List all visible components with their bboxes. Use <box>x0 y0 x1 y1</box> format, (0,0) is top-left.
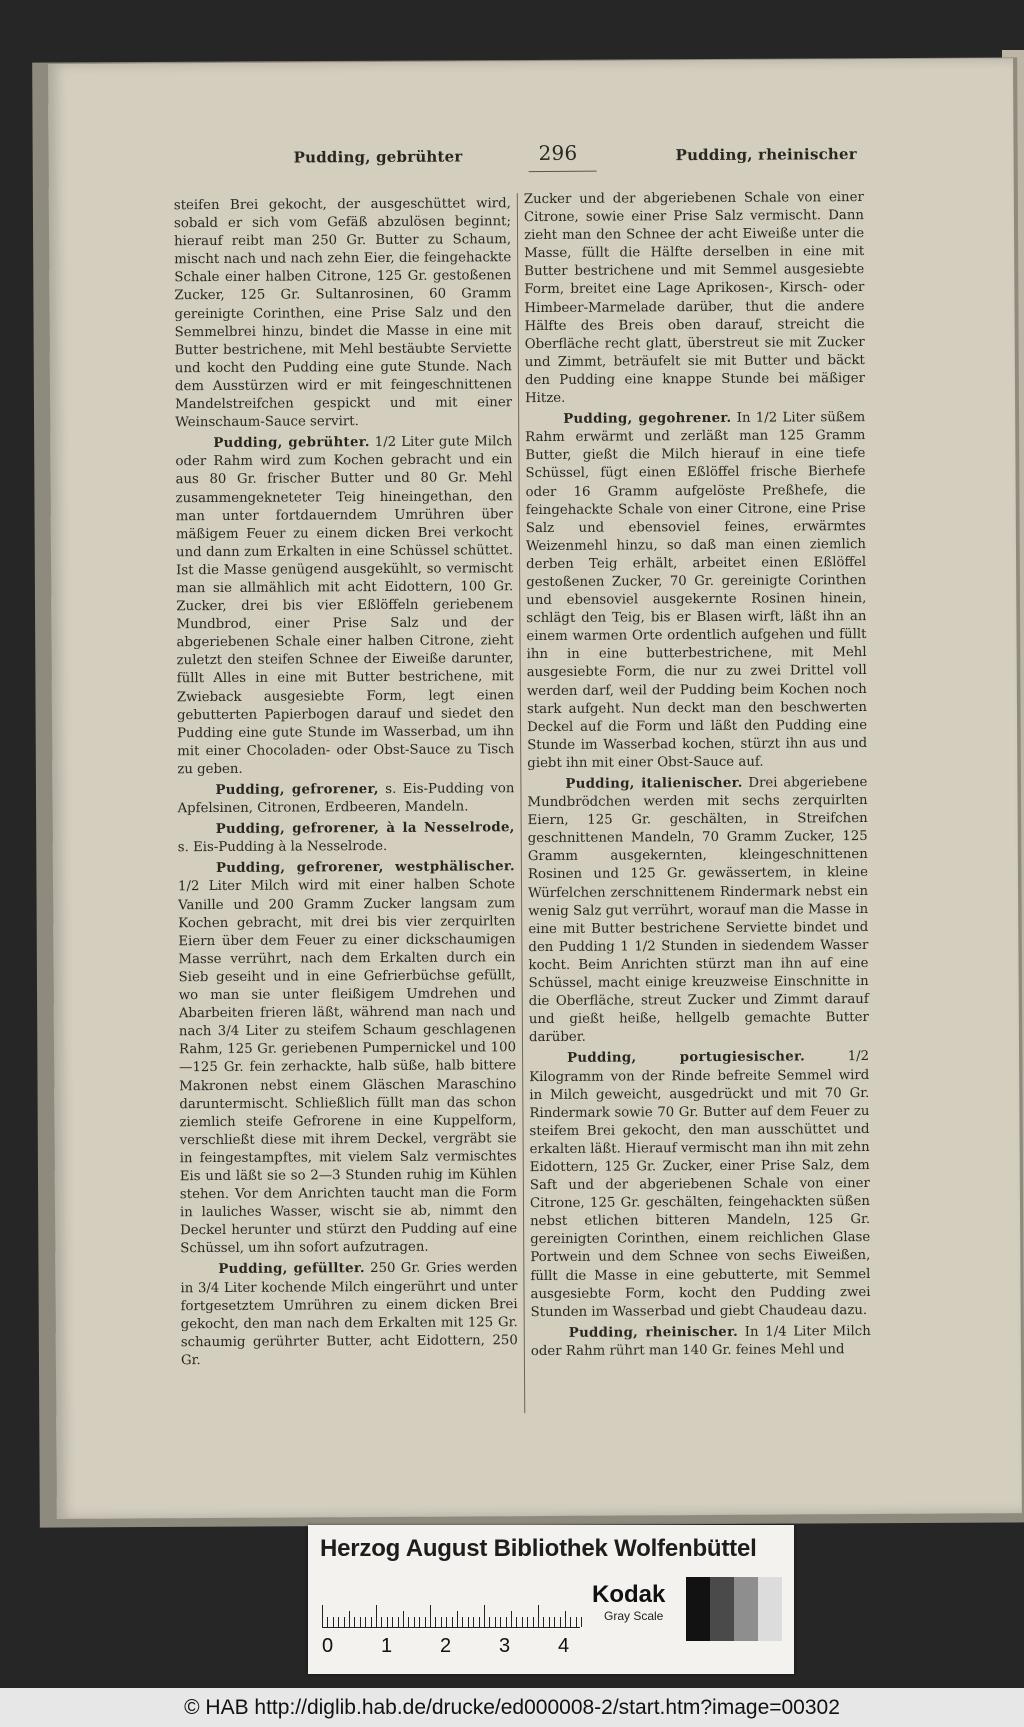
ruler-tick <box>565 1611 566 1627</box>
continued-text <box>174 195 512 432</box>
ruler-tick <box>522 1617 523 1627</box>
ruler-tick <box>533 1617 534 1627</box>
gray-scale-label: Gray Scale <box>604 1609 664 1623</box>
ruler-tick <box>570 1617 571 1627</box>
ruler-tick <box>387 1617 388 1627</box>
ruler-tick <box>462 1617 463 1627</box>
dictionary-entry <box>527 774 869 1047</box>
ruler-tick <box>376 1605 377 1627</box>
entry-text: s. Eis-Pudding von Apfelsinen, Citronen, Erdbeeren, Mandeln. <box>177 781 515 817</box>
ruler-tick <box>408 1617 409 1627</box>
ruler-tick <box>419 1617 420 1627</box>
library-name: Herzog August Bibliothek Wolfenbüttel <box>320 1535 757 1562</box>
ruler-tick <box>511 1611 512 1627</box>
ruler-tick <box>425 1617 426 1627</box>
ruler-tick <box>354 1617 355 1627</box>
ruler-tick <box>349 1611 350 1627</box>
ruler-tick <box>527 1617 528 1627</box>
ruler-number: 0 <box>322 1635 334 1657</box>
ruler-tick <box>473 1617 474 1627</box>
entry-text: steifen Brei gekocht, der ausgeschüttet wird, sobald er sich vom Gefäß abzulösen beginnt; hierauf reibt man 250 Gr. Butter zu Schaum, mischt nach und nach zehn Eier, die feingehackte Schale einer halben Citrone, 125 Gr. gestoßenen Zucker, 125 Gr. Sultanrosinen, 60 Gramm gereinigte Corinthen, eine Prise Salz und den Semmelbrei hinzu, bindet die Masse in eine mit Butter bestrichene, mit Mehl bestäubte Serviette und kocht den Pudding eine gute Stunde. Nach dem Ausstürzen wird er mit feingeschnittenen Mandelstreifchen gespickt und mit einer Weinschaum-Sauce servirt. <box>173 196 513 431</box>
ruler-tick <box>338 1617 339 1627</box>
entry-text: 1/2 Liter gute Milch oder Rahm wird zum Kochen gebracht und ein aus 80 Gr. frischer Butter und 80 Gr. Mehl zusammengekneteter Teig hineingethan, den man unter fortdauerndem Umrühren über mäßigem Feuer zu einem dicken Brei verkocht und dann zum Erkalten in eine Schüssel schüttet. Ist die Masse genügend ausgekühlt, so vermischt man sie allmählich mit acht Eidottern, 100 Gr. Zucker, drei bis vier Eßlöffeln geriebenem Mundbrod, einer Prise Salz und der abgeriebenen Schale einer halben Citrone, zieht zuletzt den steifen Schnee der Eiweiße darunter, füllt Alles in eine mit Butter bestrichene, mit Zwieback ausgesiebte Form, legt einen gebutterten Papierbogen darauf und siedet den Pudding eine gute Stunde im Wasserbad, um ihn mit einer Chocoladen- oder Obst-Sauce zu Tisch zu geben. <box>175 434 515 778</box>
running-header-left: Pudding, gebrühter <box>293 147 463 167</box>
ruler-tick <box>365 1617 366 1627</box>
ruler-tick <box>516 1617 517 1627</box>
entry-text: In 1/2 Liter süßem Rahm erwärmt und zerläßt man 125 Gramm Butter, gießt die Milch hierauf in eine tiefe Schüssel, fügt einen Eßlöffel frische Bierhefe oder 16 Gramm aufgelöste Preßhefe, die feingehackte Schale von einer Citrone, eine Prise Salz und ebensoviel feines, erwärmtes Weizenmehl hinzu, so daß man einen ziemlich derben Teig erhält, arbeitet einen Eßlöffel gestoßenen Zucker, 70 Gr. gereinigte Corinthen und ebensoviel ausgekernte Rosinen hinein, schlägt den Teig, bis er Blasen wirft, läßt ihn an einem warmen Orte ordentlich aufgehen und füllt ihn in eine butterbestrichene, mit Mehl ausgesiebte Form, die nur zu zwei Drittel voll werden darf, weil der Pudding beim Kochen noch stark aufgeht. Nun deckt man den beschwerten Deckel auf die Form und läßt den Pudding eine Stunde im Wasserbad kochen, stürzt ihn aus und giebt ihn mit einer Obst-Sauce auf. <box>525 410 868 771</box>
ruler-tick <box>371 1617 372 1627</box>
ruler-tick <box>446 1617 447 1627</box>
ruler-tick <box>506 1617 507 1627</box>
header-rule <box>529 171 597 172</box>
ruler-tick <box>360 1617 361 1627</box>
dictionary-entry <box>529 1048 871 1321</box>
gray-swatch <box>710 1577 734 1641</box>
entry-text: Zucker und der abgeriebenen Schale von einer Citrone, sowie einer Prise Salz vermischt. Dann zieht man den Schnee der acht Eiweiße unter die Masse, füllt die Hälfte derselben in eine mit Butter bestrichene und mit Semmel ausgesiebte Form, breitet eine Lage Aprikosen-, Kirsch- oder Himbeer-Marmelade darüber, thut die andere Hälfte des Breis oben darauf, streicht die Oberfläche recht glatt, überstreut sie mit Zucker und Zimmt, beträufelt sie mit Butter und bäckt den Pudding eine knappe Stunde bei mäßiger Hitze. <box>523 190 865 407</box>
entry-keyword: Pudding, gefüllter. <box>218 1261 365 1278</box>
dictionary-entry <box>177 780 514 818</box>
ruler-number: 1 <box>381 1635 393 1657</box>
ruler-tick <box>381 1617 382 1627</box>
ruler-number: 4 <box>558 1635 570 1657</box>
page-number: 296 <box>538 140 578 166</box>
gray-swatch <box>686 1577 710 1641</box>
ruler-number: 2 <box>440 1635 452 1657</box>
kodak-logo: Kodak <box>592 1581 666 1608</box>
ruler-tick <box>549 1617 550 1627</box>
ruler-tick <box>554 1617 555 1627</box>
ruler-tick <box>576 1617 577 1627</box>
dictionary-entry <box>525 409 867 773</box>
ruler-tick <box>543 1617 544 1627</box>
left-column <box>174 195 518 1373</box>
entry-keyword: Pudding, gegohrener. <box>563 410 732 427</box>
running-header-right: Pudding, rheinischer <box>675 145 857 165</box>
entry-text: 250 Gr. Gries werden in 3/4 Liter kochende Milch eingerührt und unter fortgesetztem Umrühren zu einem dicken Brei gekocht, den man nach dem Erkalten mit 125 Gr. schaumig gerührter Butter, acht Eidottern, 250 Gr. <box>180 1260 518 1369</box>
entry-keyword: Pudding, gebrühter. <box>213 435 370 452</box>
gray-swatch <box>758 1577 782 1641</box>
ruler-tick <box>484 1605 485 1627</box>
continued-text <box>524 189 865 408</box>
copyright-footer: © HAB http://diglib.hab.de/drucke/ed000008-2/start.htm?image=00302 <box>0 1688 1024 1727</box>
ruler-tick <box>495 1617 496 1627</box>
ruler-tick <box>392 1617 393 1627</box>
ruler-tick <box>327 1617 328 1627</box>
ruler-tick <box>435 1617 436 1627</box>
entry-text: 1/2 Kilogramm von der Rinde befreite Semmel wird in Milch geweicht, ausgedrückt und mit 70 Gr. Rindermark sowie 70 Gr. Butter auf dem Feuer zu steifem Brei gekocht, den man ausschüttet und erkalten läßt. Hierauf vermischt man ihn mit zehn Eidottern, 125 Gr. Zucker, einer Prise Salz, dem Saft und der abgeriebenen Schale von einer Citrone, 125 Gr. geschälten, feingehackten süßen nebst etlichen bitteren Mandeln, 125 Gr. gereinigten Corinthen, einem reichlichen Glase Portwein und dem Schnee von sechs Eiweißen, füllt die Masse in eine gebutterte, mit Semmel ausgesiebte Form, kocht den Pudding zwei Stunden im Wasserbad und giebt Chaudeau dazu. <box>529 1049 871 1320</box>
ruler-tick <box>581 1617 582 1627</box>
library-color-card <box>308 1525 794 1674</box>
dictionary-entry <box>178 819 515 857</box>
book-page <box>48 58 1022 1519</box>
ruler-tick <box>333 1617 334 1627</box>
ruler-tick <box>398 1617 399 1627</box>
ruler-tick <box>457 1611 458 1627</box>
entry-keyword: Pudding, portugiesischer. <box>567 1049 806 1067</box>
ruler-tick <box>322 1605 323 1627</box>
ruler-tick <box>479 1617 480 1627</box>
entry-text: s. Eis-Pudding à la Nesselrode. <box>177 839 388 856</box>
dictionary-entry <box>531 1323 871 1361</box>
right-column <box>524 189 871 1364</box>
ruler-tick <box>403 1611 404 1627</box>
ruler-tick <box>414 1617 415 1627</box>
dictionary-entry <box>178 859 517 1259</box>
gray-swatch <box>734 1577 758 1641</box>
entry-keyword: Pudding, gefrorener, à la Nesselrode, <box>215 820 515 838</box>
entry-keyword: Pudding, gefrorener, <box>215 781 379 798</box>
ruler-tick <box>452 1617 453 1627</box>
ruler-tick <box>441 1617 442 1627</box>
dictionary-entry <box>175 433 514 779</box>
entry-text: In 1/4 Liter Milch oder Rahm rührt man 140 Gr. feines Mehl und <box>530 1323 871 1359</box>
ruler-tick <box>468 1617 469 1627</box>
ruler-tick <box>344 1617 345 1627</box>
ruler-tick <box>538 1605 539 1627</box>
entry-keyword: Pudding, italienischer. <box>565 775 743 792</box>
ruler-tick <box>500 1617 501 1627</box>
ruler-tick <box>489 1617 490 1627</box>
scale-ruler <box>322 1587 580 1628</box>
entry-text: Drei abgeriebene Mundbrödchen werden mit sechs zerquirlten Eiern, 125 Gr. geschälten, in Streifchen geschnittenen Mandeln, 70 Gramm Zucker, 125 Gramm ausgekernten, kleingeschnittenen Rosinen und 125 Gr. gewässertem, in kleine Würfelchen zerschnittenem Rindermark nebst ein wenig Salz gut verrührt, worauf man die Masse in eine mit Butter bestrichene Serviette bindet und den Pudding 1 1/2 Stunden in siedendem Wasser kocht. Beim Anrichten stürzt man ihn auf eine Schüssel, macht einige kreuzweise Einschnitte in die Oberfläche, streut Zucker und Zimmt darauf und gießt heiße, hellgelb gemachte Butter darüber. <box>527 775 869 1046</box>
entry-text: 1/2 Liter Milch wird mit einer halben Schote Vanille und 200 Gramm Zucker langsam zum Kochen gebracht, mit drei bis vier zerquirlten Eiern über dem Feuer zu einer dickschaumigen Masse verrührt, nach dem Erkalten durch ein Sieb geseiht und in eine Gefrierbüchse gefüllt, wo man sie unter fleißigem Umdrehen und Abarbeiten frieren läßt, während man nach und nach 3/4 Liter zu steifem Schaum geschlagenen Rahm, 125 Gr. geriebenen Pumpernickel und 100—125 Gr. fein zerhackte, halb süße, halb bittere Makronen nebst einem Gläschen Maraschino daruntermischt. Schließlich füllt man das schon ziemlich steife Gefrorene in eine Kuppelform, verschließt diese mit ihrem Deckel, vergräbt sie in feingestampftes, mit vielem Salz vermischtes Eis und läßt sie so 2—3 Stunden ruhig im Kühlen stehen. Vor dem Anrichten taucht man die Form in lauliches Wasser, wischt sie ab, nimmt den Deckel herunter und stürzt den Pudding auf eine Schüssel, um ihn sofort aufzutragen. <box>177 877 518 1257</box>
ruler-tick <box>560 1617 561 1627</box>
ruler-tick <box>430 1605 431 1627</box>
entry-keyword: Pudding, gefrorener, westphälischer. <box>215 859 515 877</box>
dictionary-entry <box>180 1260 518 1371</box>
ruler-number: 3 <box>499 1635 511 1657</box>
entry-keyword: Pudding, rheinischer. <box>568 1324 739 1341</box>
